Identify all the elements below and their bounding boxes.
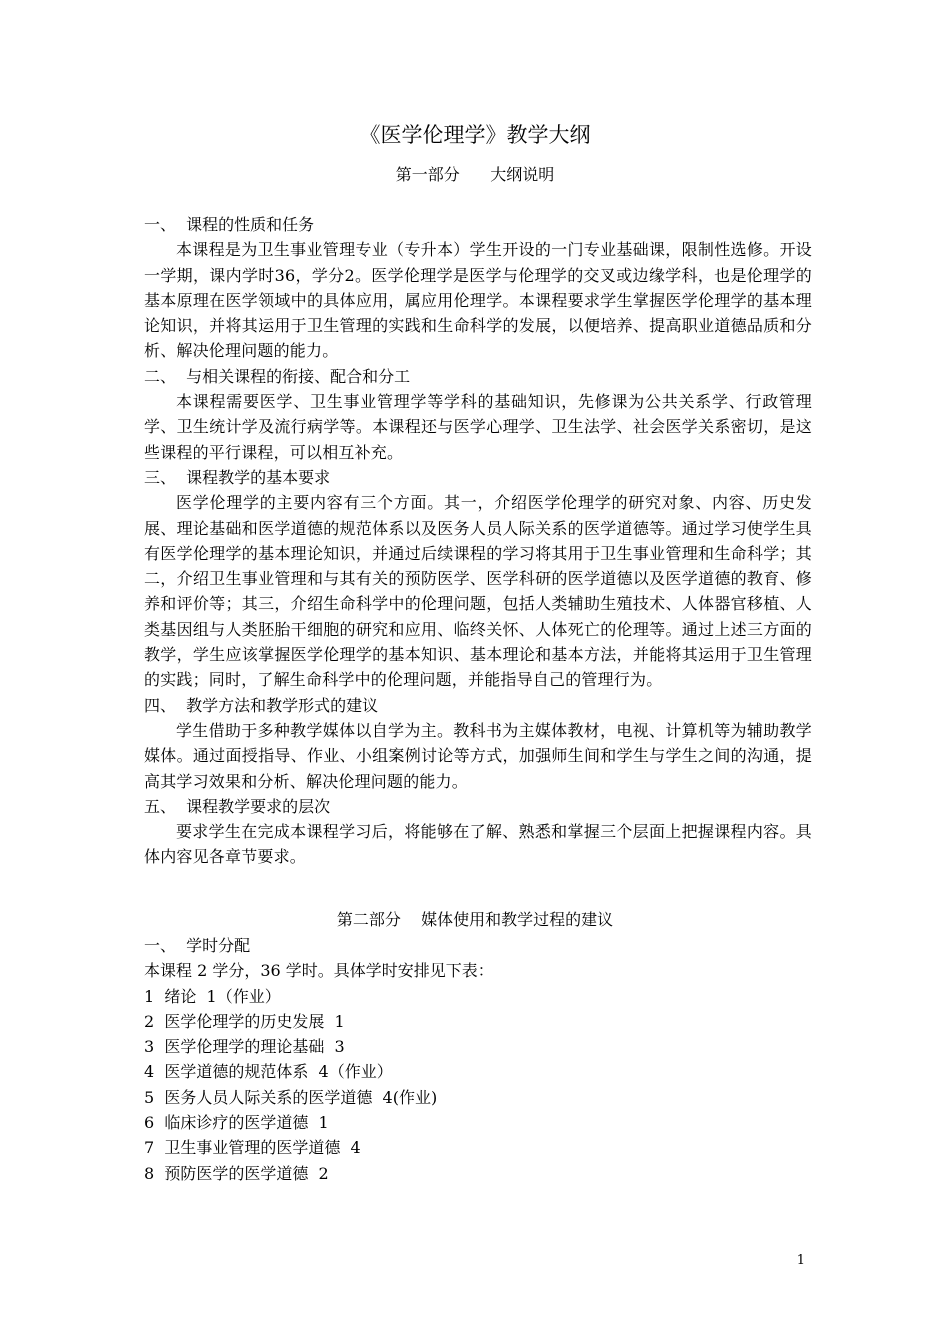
section-paragraph: 要求学生在完成本课程学习后，将能够在了解、熟悉和掌握三个层面上把握课程内容。具体内容见各章节要求。 bbox=[144, 822, 812, 867]
hours-list-item: 8 预防医学的医学道德 2 bbox=[144, 1163, 329, 1183]
hours-list-item: 3 医学伦理学的理论基础 3 bbox=[144, 1037, 345, 1057]
part2-body bbox=[144, 933, 812, 1186]
page-number: 1 bbox=[796, 1253, 805, 1268]
section-heading: 五、 课程教学要求的层次 bbox=[144, 796, 331, 816]
part1-body bbox=[144, 212, 812, 870]
section-heading: 二、 与相关课程的衔接、配合和分工 bbox=[144, 366, 411, 386]
part2-title: 第二部分 媒体使用和教学过程的建议 bbox=[336, 910, 614, 929]
section-paragraph: 学生借助于多种教学媒体以自学为主。教科书为主媒体教材，电视、计算机等为辅助教学媒体。通过面授指导、作业、小组案例讨论等方式，加强师生间和学生与学生之间的沟通，提高其学习效果和分析、解决伦理问题的能力。 bbox=[144, 720, 812, 791]
part1-title: 第一部分 大纲说明 bbox=[395, 165, 555, 184]
hours-list-item: 1 绪论 1（作业） bbox=[144, 986, 281, 1006]
section-paragraph: 本课程需要医学、卫生事业管理学等学科的基础知识，先修课为公共关系学、行政管理学、卫生统计学及流行病学等。本课程还与医学心理学、卫生法学、社会医学关系密切，是这些课程的平行课程，可以相互补充。 bbox=[144, 392, 812, 462]
section-paragraph: 医学伦理学的主要内容有三个方面。其一，介绍医学伦理学的研究对象、内容、历史发展、理论基础和医学道德的规范体系以及医务人员人际关系的医学道德等。通过学习使学生具有医学伦理学的基本理论知识，并通过后续课程的学习将其用于卫生事业管理和生命科学；其二，介绍卫生事业管理和与其有关的预防医学、医学科研的医学道德以及医学道德的教育、修养和评价等；其三，介绍生命科学中的伦理问题，包括人类辅助生殖技术、人体器官移植、人类基因组与人类胚胎干细胞的研究和应用、临终关怀、人体死亡的伦理等。通过上述三方面的教学，学生应该掌握医学伦理学的基本知识、基本理论和基本方法，并能将其运用于卫生管理的实践；同时，了解生命科学中的伦理问题，并能指导自己的管理行为。 bbox=[144, 493, 812, 690]
hours-list-item: 4 医学道德的规范体系 4（作业） bbox=[144, 1062, 393, 1082]
hours-list-item: 6 临床诊疗的医学道德 1 bbox=[144, 1113, 329, 1133]
section-paragraph: 本课程是为卫生事业管理专业（专升本）学生开设的一门专业基础课，限制性选修。开设一学期，课内学时36，学分2。医学伦理学是医学与伦理学的交叉或边缘学科，也是伦理学的基本原理在医学领域中的具体应用，属应用伦理学。本课程要求学生掌握医学伦理学的基本理论知识，并将其运用于卫生管理的实践和生命科学的发展，以便培养、提高职业道德品质和分析、解决伦理问题的能力。 bbox=[144, 240, 812, 361]
section-heading: 三、 课程教学的基本要求 bbox=[144, 467, 331, 487]
section-heading: 一、 学时分配 bbox=[144, 936, 251, 955]
hours-intro: 本课程 2 学分，36 学时。具体学时安排见下表： bbox=[144, 961, 494, 981]
section-heading: 一、 课程的性质和任务 bbox=[144, 215, 315, 234]
section-heading: 四、 教学方法和教学形式的建议 bbox=[144, 695, 379, 715]
hours-list-item: 2 医学伦理学的历史发展 1 bbox=[144, 1011, 345, 1031]
hours-list-item: 5 医务人员人际关系的医学道德 4(作业) bbox=[144, 1087, 438, 1107]
document-title: 《医学伦理学》教学大纲 bbox=[359, 123, 591, 147]
hours-list-item: 7 卫生事业管理的医学道德 4 bbox=[144, 1138, 361, 1158]
